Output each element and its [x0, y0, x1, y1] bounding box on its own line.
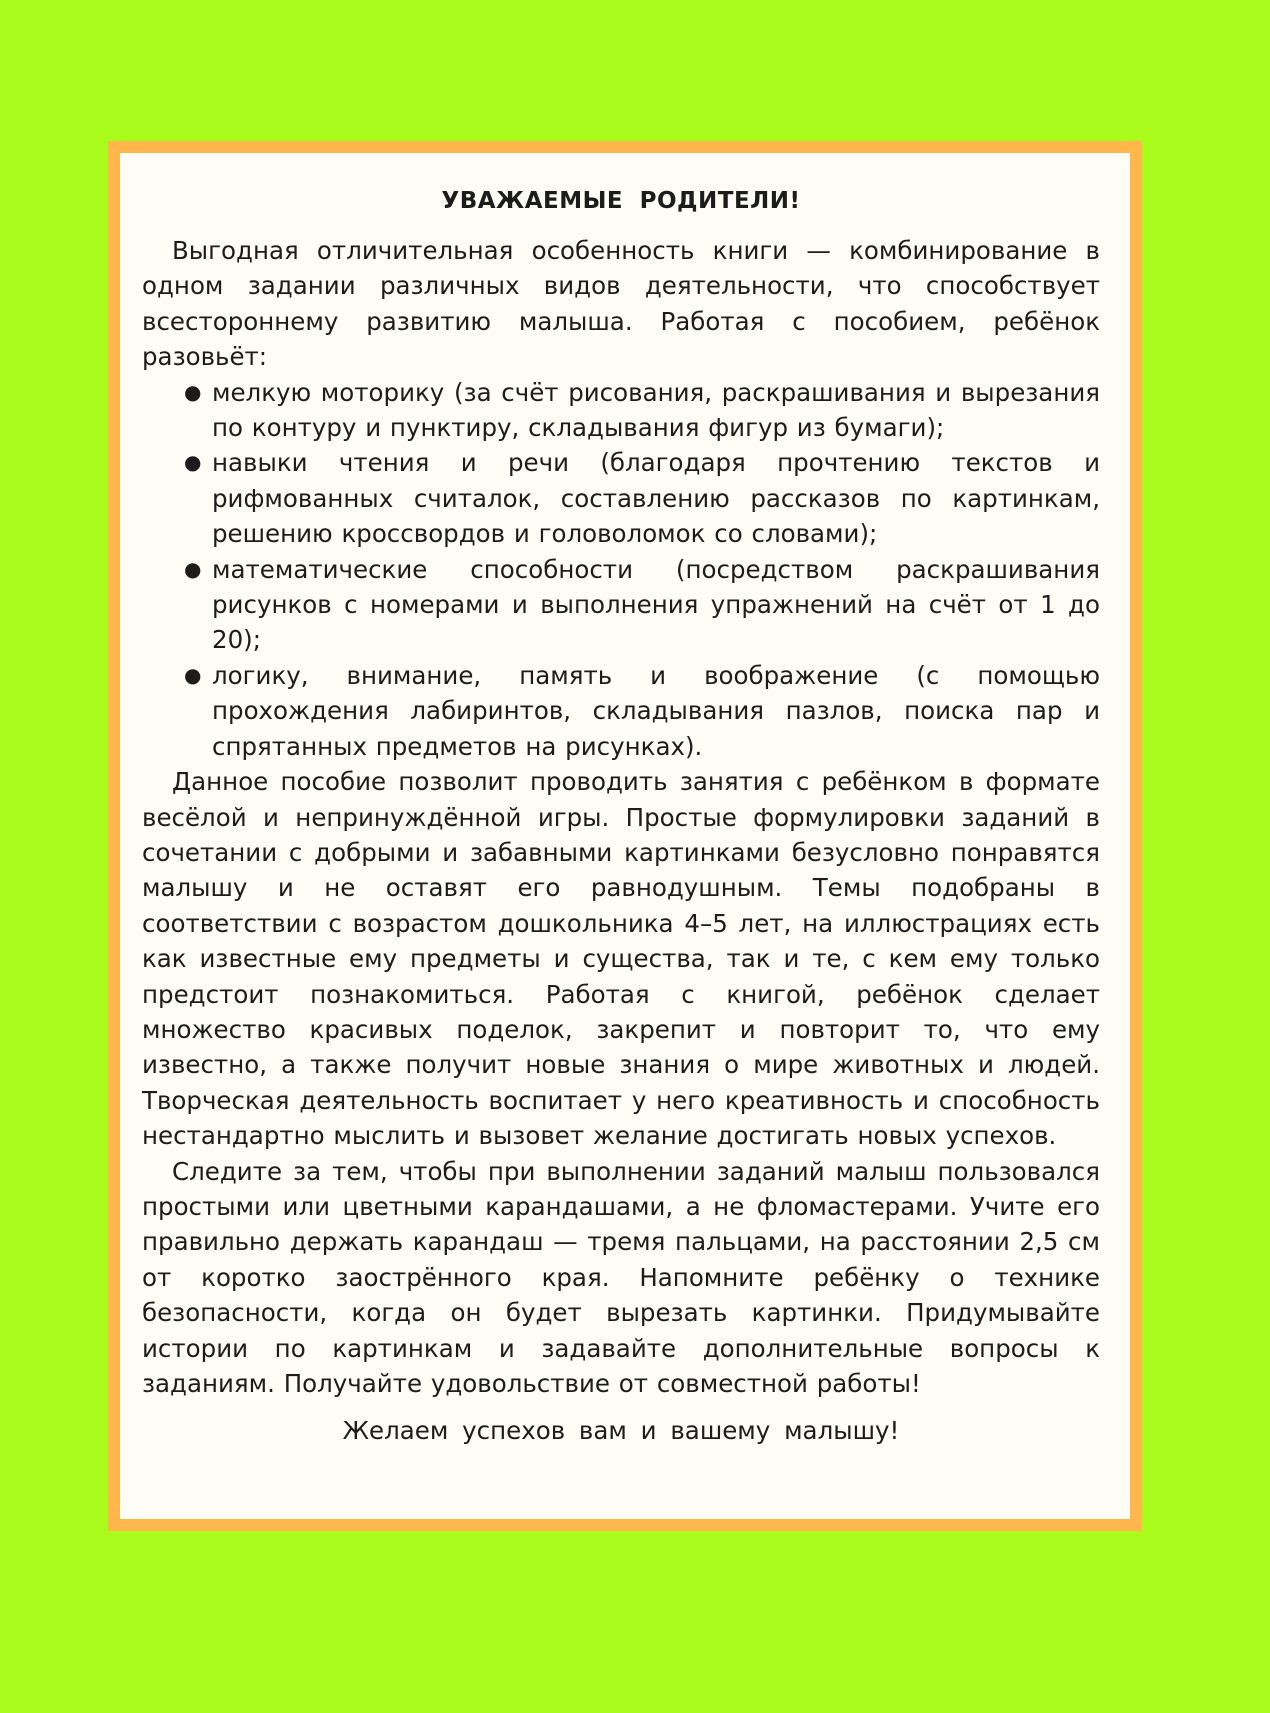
list-item	[184, 445, 1100, 551]
play-format-paragraph: Данное пособие позволит проводить занятия с ребёнком в формате весёлой и непринуждённой игры. Простые формулировки заданий в сочетании с добрыми и забавными картинками безусловно понравятся малышу и не оставят его равнодушным. Темы подобраны в соответствии с возрастом дошкольника 4–5 лет, на иллюстрациях есть как известные ему предметы и существа, так и те, с кем ему только предстоит познакомиться. Работая с книгой, ребёнок сделает множество красивых поделок, закрепит и повторит то, что ему известно, а также получит новые знания о мире животных и людей. Творческая деятельность воспитает у него креативность и способность нестандартно мыслить и вызовет желание достигать новых успехов.	[142, 767, 1100, 1151]
list-item	[184, 658, 1100, 764]
list-item-text: логику, внимание, память и воображение (с помощью прохождения лабиринтов, складывания пазлов, поиска пар и спрятанных предметов на рисунках).	[212, 660, 1100, 761]
intro-paragraph: Выгодная отличительная особенность книги — комбинирование в одном задании различных видов деятельности, что способствует всестороннему развитию малыша. Работая с пособием, ребёнок разовьёт:	[142, 236, 1100, 372]
list-item	[184, 552, 1100, 658]
bullet-icon: ●	[184, 450, 202, 475]
list-item	[184, 375, 1100, 446]
list-item-text: навыки чтения и речи (благодаря прочтению текстов и рифмованных считалок, составлению рассказов по картинкам, решению кроссвордов и головоломок со словами);	[212, 448, 1100, 549]
bullet-icon: ●	[184, 662, 202, 687]
list-item-text: мелкую моторику (за счёт рисования, раскрашивания и вырезания по контуру и пунктиру, складывания фигур из бумаги);	[212, 377, 1100, 443]
skills-list	[142, 375, 1100, 764]
letter-title: УВАЖАЕМЫЕ РОДИТЕЛИ!	[441, 188, 801, 214]
bullet-icon: ●	[184, 379, 202, 404]
advice-paragraph: Следите за тем, чтобы при выполнении заданий малыш пользовался простыми или цветными карандашами, а не фломастерами. Учите его правильно держать карандаш — тремя пальцами, на расстоянии 2,5 см от коротко заострённого края. Напомните ребёнку о технике безопасности, когда он будет вырезать картинки. Придумывайте истории по картинкам и задавайте дополнительные вопросы к заданиям. Получайте удовольствие от совместной работы!	[142, 1156, 1100, 1398]
letter-panel	[120, 153, 1130, 1519]
list-item-text: математические способности (посредством раскрашивания рисунков с номерами и выполнения упражнений на счёт от 1 до 20);	[212, 554, 1100, 655]
bullet-icon: ●	[184, 556, 202, 581]
closing-line: Желаем успехов вам и вашему малышу!	[342, 1416, 900, 1446]
